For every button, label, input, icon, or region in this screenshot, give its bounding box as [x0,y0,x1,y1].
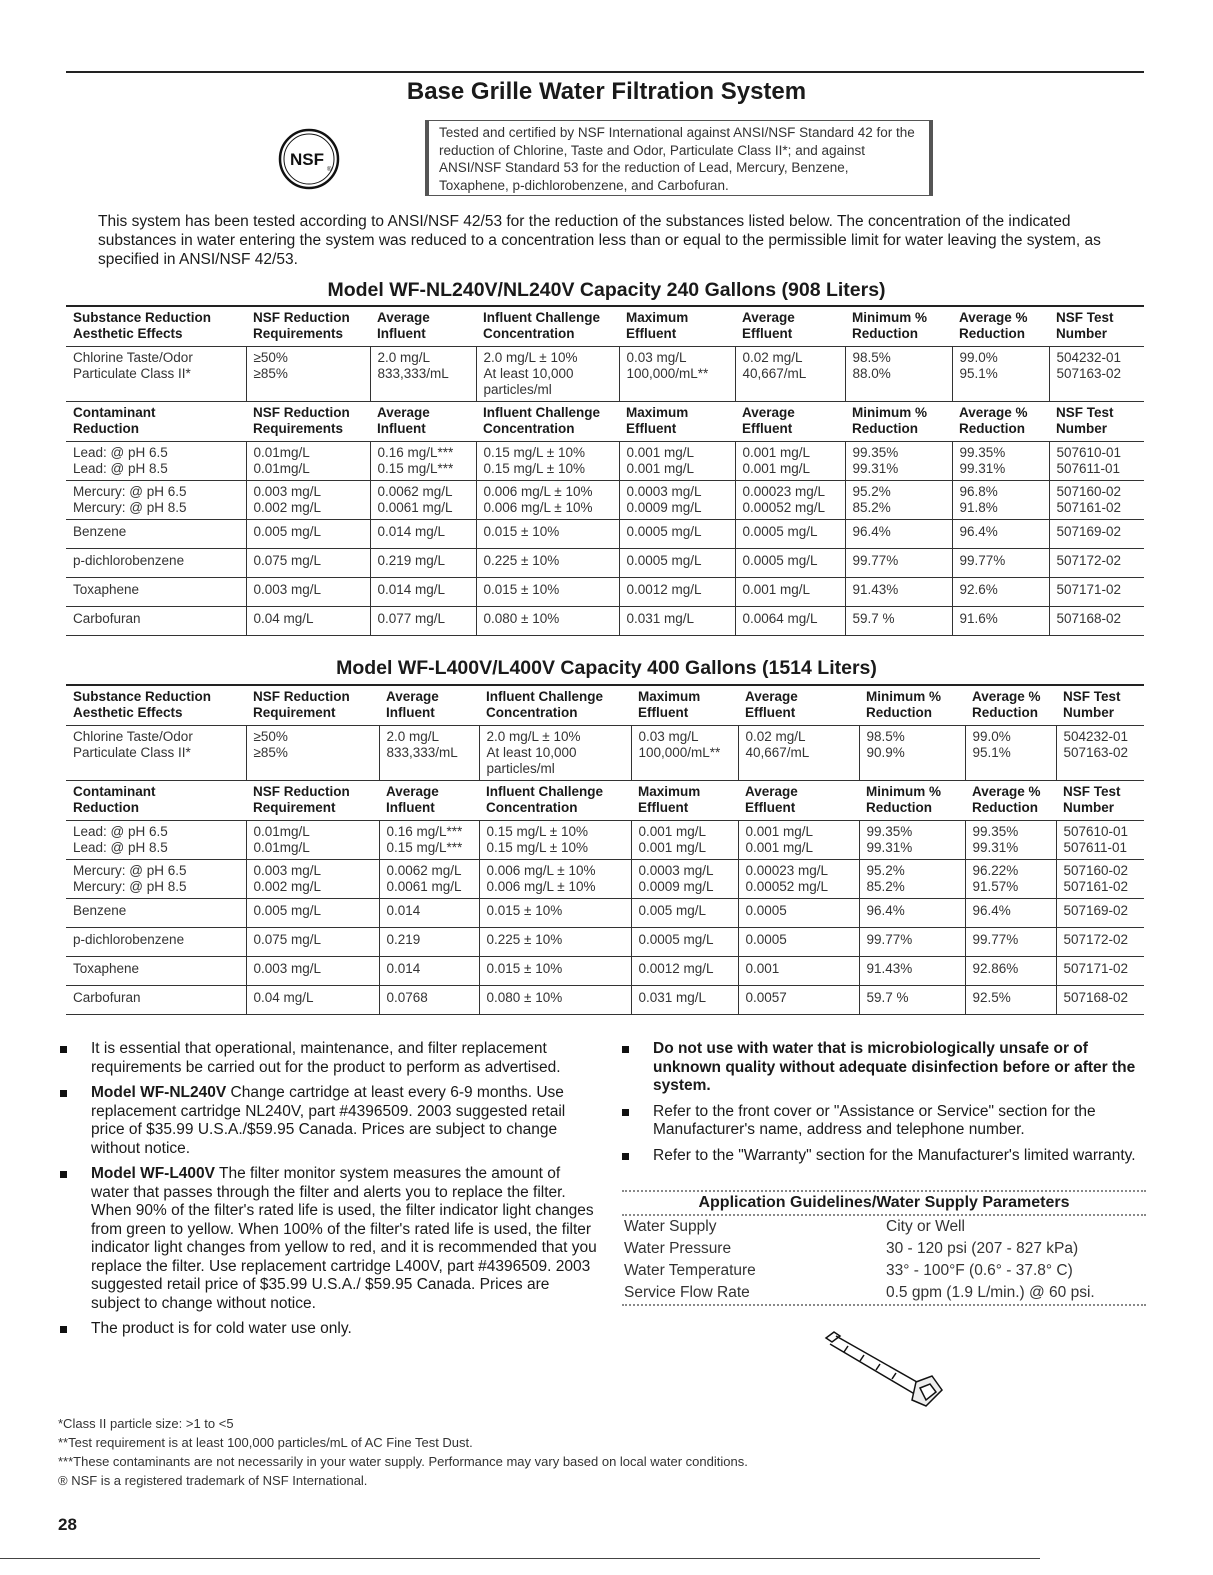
data-row-contaminant-cell: Lead: @ pH 6.5 Lead: @ pH 8.5 [66,821,246,860]
header-row-aesthetic-cell: Average Influent [379,685,479,726]
header-row-contaminant [66,402,1144,442]
data-row-contaminant-cell: 507169-02 [1056,899,1144,928]
header-row-aesthetic-cell: Maximum Effluent [631,685,738,726]
data-row-contaminant [66,442,1144,481]
page-title: Base Grille Water Filtration System [406,78,807,105]
data-row-contaminant [66,986,1144,1015]
header-row-contaminant-cell: Average Effluent [738,781,859,821]
footnote-trademark: ® NSF is a registered trademark of NSF International. [58,1473,368,1488]
data-row-aesthetic-cell: ≥50% ≥85% [246,726,379,781]
data-row-contaminant-cell: 59.7 % [859,986,965,1015]
header-row-contaminant-cell: Average Influent [370,402,476,442]
data-row-contaminant-cell: 507168-02 [1056,986,1144,1015]
data-row-contaminant-cell: 91.6% [952,607,1049,636]
application-rows [622,1216,1146,1306]
header-row-aesthetic-cell: NSF Test Number [1049,306,1144,347]
data-row-contaminant-cell: 507171-02 [1049,578,1144,607]
app-value: 33° - 100°F (0.6° - 37.8° C) [886,1262,1073,1279]
data-row-contaminant-cell: 0.005 mg/L [246,520,370,549]
header-row-aesthetic-cell: Minimum % Reduction [859,685,965,726]
bullet-front-cover: Refer to the front cover or "Assistance or Service" section for the Manufacturer's name, address and telephone number. [620,1103,1145,1140]
data-row-aesthetic-cell: 504232-01 507163-02 [1056,726,1144,781]
certification-box: Tested and certified by NSF International against ANSI/NSF Standard 42 for the reduction of Chlorine, Taste and Odor, Particulate Class II*; and against ANSI/NSF Standard 53 for the reduction of Lead, Mercury, Benzene, Toxaphene, p-dichlorobenzene, and Carbofuran. [425,120,933,196]
bullet-l400v [58,1165,598,1313]
data-row-contaminant-cell: 0.0003 mg/L 0.0009 mg/L [619,481,735,520]
data-row-contaminant-cell: 0.0005 mg/L [735,549,845,578]
header-row-aesthetic-cell: Influent Challenge Concentration [479,685,631,726]
app-row-water-temperature [622,1260,1146,1282]
header-row-contaminant-cell: Average % Reduction [965,781,1056,821]
bullet-nl240v [58,1084,598,1158]
data-row-contaminant-cell: 0.01mg/L 0.01mg/L [246,442,370,481]
app-row-service-flow [622,1282,1146,1304]
data-row-aesthetic-cell: 0.03 mg/L 100,000/mL** [631,726,738,781]
data-row-contaminant-cell: 0.15 mg/L ± 10% 0.15 mg/L ± 10% [479,821,631,860]
data-row-contaminant-cell: 0.0005 [738,899,859,928]
data-row-contaminant-cell: 0.225 ± 10% [476,549,619,578]
data-row-contaminant [66,607,1144,636]
data-row-contaminant-cell: 96.4% [859,899,965,928]
app-value: City or Well [886,1218,965,1235]
bullet-nl240v-label: Model WF-NL240V [91,1084,227,1101]
data-row-contaminant-cell: 507169-02 [1049,520,1144,549]
data-row-contaminant-cell: p-dichlorobenzene [66,928,246,957]
data-row-contaminant-cell: 99.77% [859,928,965,957]
data-row-contaminant-cell: 0.0003 mg/L 0.0009 mg/L [631,860,738,899]
data-row-contaminant [66,957,1144,986]
footnote-contaminants: ***These contaminants are not necessarily in your water supply. Performance may vary based on local water conditions. [58,1454,748,1469]
data-row-contaminant-cell: 0.0005 mg/L [735,520,845,549]
data-row-aesthetic-cell: 99.0% 95.1% [952,347,1049,402]
app-row-water-supply [622,1216,1146,1238]
app-key: Service Flow Rate [624,1284,750,1301]
data-row-contaminant-cell: 99.35% 99.31% [859,821,965,860]
data-row-contaminant-cell: Toxaphene [66,957,246,986]
app-key: Water Supply [624,1218,717,1235]
data-row-contaminant-cell: 0.0062 mg/L 0.0061 mg/L [370,481,476,520]
data-row-contaminant-cell: 0.003 mg/L [246,578,370,607]
data-row-contaminant-cell: 0.075 mg/L [246,928,379,957]
data-row-contaminant-cell: 507168-02 [1049,607,1144,636]
footnote-class-ii: *Class II particle size: >1 to <5 [58,1416,234,1431]
data-row-contaminant-cell: 0.225 ± 10% [479,928,631,957]
data-row-contaminant-cell: 0.0012 mg/L [619,578,735,607]
data-row-contaminant-cell: 99.35% 99.31% [845,442,952,481]
data-row-contaminant-cell: 0.0005 mg/L [619,549,735,578]
data-row-contaminant-cell: 0.0057 [738,986,859,1015]
data-row-contaminant-cell: 507172-02 [1056,928,1144,957]
data-row-contaminant-cell: 99.77% [952,549,1049,578]
header-row-contaminant-cell: Influent Challenge Concentration [476,402,619,442]
data-row-contaminant-cell: 0.077 mg/L [370,607,476,636]
data-row-contaminant-cell: 0.080 ± 10% [476,607,619,636]
data-row-contaminant-cell: 96.8% 91.8% [952,481,1049,520]
filter-cartridge-icon [820,1328,946,1410]
data-row-contaminant-cell: 0.0005 [738,928,859,957]
data-row-aesthetic-cell: 2.0 mg/L ± 10% At least 10,000 particles/ml [476,347,619,402]
header-row-aesthetic-cell: NSF Reduction Requirements [246,306,370,347]
data-row-contaminant-cell: 0.16 mg/L*** 0.15 mg/L*** [370,442,476,481]
data-row-contaminant [66,928,1144,957]
header-row-contaminant-cell: Influent Challenge Concentration [479,781,631,821]
data-row-contaminant-cell: 0.080 ± 10% [479,986,631,1015]
data-row-aesthetic-cell: 98.5% 88.0% [845,347,952,402]
header-row-aesthetic [66,685,1144,726]
data-row-contaminant-cell: 0.15 mg/L ± 10% 0.15 mg/L ± 10% [476,442,619,481]
data-row-contaminant-cell: 0.031 mg/L [631,986,738,1015]
data-row-aesthetic-cell: 0.02 mg/L 40,667/mL [735,347,845,402]
header-row-aesthetic-cell: Average % Reduction [952,306,1049,347]
bullet-warning: Do not use with water that is microbiologically unsafe or of unknown quality without adequate disinfection before or after the system. [620,1040,1145,1096]
data-row-aesthetic-cell: 0.02 mg/L 40,667/mL [738,726,859,781]
data-row-contaminant-cell: 96.4% [965,899,1056,928]
data-row-contaminant-cell: 0.005 mg/L [246,899,379,928]
page-number: 28 [58,1515,77,1534]
data-row-contaminant-cell: 0.04 mg/L [246,607,370,636]
data-row-contaminant-cell: 0.16 mg/L*** 0.15 mg/L*** [379,821,479,860]
header-row-aesthetic-cell: Maximum Effluent [619,306,735,347]
data-row-aesthetic-cell: Chlorine Taste/Odor Particulate Class II* [66,347,246,402]
header-row-aesthetic-cell: Influent Challenge Concentration [476,306,619,347]
data-row-contaminant-cell: 0.003 mg/L [246,957,379,986]
data-row-contaminant-cell: Benzene [66,899,246,928]
data-row-contaminant-cell: 0.014 [379,957,479,986]
data-row-contaminant-cell: 0.219 mg/L [370,549,476,578]
header-row-aesthetic-cell: Average Effluent [735,306,845,347]
header-row-contaminant-cell: NSF Reduction Requirement [246,781,379,821]
header-row-contaminant-cell: Minimum % Reduction [859,781,965,821]
svg-text:®: ® [327,167,332,173]
data-row-contaminant-cell: 92.6% [952,578,1049,607]
data-row-contaminant-cell: 507610-01 507611-01 [1049,442,1144,481]
header-row-aesthetic-cell: Substance Reduction Aesthetic Effects [66,306,246,347]
data-row-contaminant-cell: 0.015 ± 10% [479,957,631,986]
nsf-logo-icon [278,128,340,190]
header-row-contaminant-cell: Average Effluent [735,402,845,442]
data-row-aesthetic [66,347,1144,402]
data-row-contaminant-cell: 0.001 mg/L 0.001 mg/L [619,442,735,481]
app-key: Water Temperature [624,1262,756,1279]
header-row-contaminant-cell: NSF Test Number [1049,402,1144,442]
app-key: Water Pressure [624,1240,732,1257]
data-row-contaminant-cell: 0.0768 [379,986,479,1015]
bullet-warranty: Refer to the "Warranty" section for the Manufacturer's limited warranty. [620,1147,1145,1166]
data-row-contaminant-cell: 0.075 mg/L [246,549,370,578]
header-row-contaminant-cell: Average Influent [379,781,479,821]
data-row-contaminant-cell: 95.2% 85.2% [845,481,952,520]
data-row-contaminant-cell: 0.003 mg/L 0.002 mg/L [246,481,370,520]
data-row-contaminant [66,481,1144,520]
data-row-contaminant-cell: 507171-02 [1056,957,1144,986]
intro-paragraph: This system has been tested according to ANSI/NSF 42/53 for the reduction of the substances listed below. The concentration of the indicated substances in water entering the system was reduced to a concentration less than or equal to the permissible limit for water leaving the system, as specified in ANSI/NSF 42/53. [98,213,1101,268]
data-row-contaminant-cell: 91.43% [845,578,952,607]
application-guidelines [622,1190,1146,1306]
header-row-contaminant-cell: Maximum Effluent [631,781,738,821]
header-row-aesthetic-cell: NSF Test Number [1056,685,1144,726]
data-row-contaminant-cell: 0.015 ± 10% [479,899,631,928]
data-row-contaminant-cell: 99.77% [965,928,1056,957]
data-row-contaminant-cell: Toxaphene [66,578,246,607]
data-row-aesthetic-cell: 2.0 mg/L 833,333/mL [379,726,479,781]
data-row-contaminant-cell: 0.00023 mg/L 0.00052 mg/L [738,860,859,899]
header-row-aesthetic-cell: Average % Reduction [965,685,1056,726]
data-row-contaminant-cell: 99.35% 99.31% [965,821,1056,860]
header-row-aesthetic-cell: NSF Reduction Requirement [246,685,379,726]
nsf-logo-text: NSF [290,150,324,169]
app-value: 30 - 120 psi (207 - 827 kPa) [886,1240,1079,1257]
data-row-contaminant-cell: 0.006 mg/L ± 10% 0.006 mg/L ± 10% [476,481,619,520]
data-row-aesthetic-cell: ≥50% ≥85% [246,347,370,402]
data-row-contaminant-cell: 0.014 mg/L [370,520,476,549]
data-row-contaminant-cell: 0.0064 mg/L [735,607,845,636]
data-row-contaminant-cell: Benzene [66,520,246,549]
data-row-aesthetic-cell: 2.0 mg/L ± 10% At least 10,000 particles/ml [479,726,631,781]
data-row-contaminant-cell: 0.001 mg/L 0.001 mg/L [738,821,859,860]
application-title: Application Guidelines/Water Supply Parameters [622,1190,1146,1216]
bottom-rule [0,1558,1040,1559]
header-row-contaminant-cell: Contaminant Reduction [66,402,246,442]
header-row-aesthetic-cell: Average Influent [370,306,476,347]
footnote-test-dust: **Test requirement is at least 100,000 particles/mL of AC Fine Test Dust. [58,1435,473,1450]
top-rule [66,71,1144,73]
data-row-contaminant-cell: 0.001 mg/L [735,578,845,607]
data-row-contaminant-cell: 507160-02 507161-02 [1049,481,1144,520]
right-bullet-list [620,1040,1145,1172]
data-row-contaminant-cell: 0.001 [738,957,859,986]
data-row-contaminant [66,899,1144,928]
data-row-contaminant-cell: 0.0012 mg/L [631,957,738,986]
data-row-contaminant-cell: 96.22% 91.57% [965,860,1056,899]
header-row-contaminant-cell: NSF Reduction Requirements [246,402,370,442]
data-row-contaminant [66,520,1144,549]
data-row-contaminant-cell: 91.43% [859,957,965,986]
data-row-contaminant-cell: 0.001 mg/L 0.001 mg/L [735,442,845,481]
data-row-contaminant-cell: Carbofuran [66,986,246,1015]
data-row-contaminant [66,860,1144,899]
data-row-contaminant-cell: 0.006 mg/L ± 10% 0.006 mg/L ± 10% [479,860,631,899]
table2-spec-table [66,684,1144,1015]
table1-spec-table [66,305,1144,636]
header-row-contaminant-cell: Contaminant Reduction [66,781,246,821]
data-row-contaminant-cell: 59.7 % [845,607,952,636]
data-row-contaminant-cell: 507610-01 507611-01 [1056,821,1144,860]
data-row-contaminant-cell: Lead: @ pH 6.5 Lead: @ pH 8.5 [66,442,246,481]
data-row-contaminant-cell: 507172-02 [1049,549,1144,578]
bullet-cold-water: The product is for cold water use only. [58,1320,598,1339]
data-row-aesthetic-cell: Chlorine Taste/Odor Particulate Class II* [66,726,246,781]
data-row-aesthetic [66,726,1144,781]
data-row-contaminant-cell: 0.014 mg/L [370,578,476,607]
data-row-aesthetic-cell: 0.03 mg/L 100,000/mL** [619,347,735,402]
data-row-contaminant-cell: Mercury: @ pH 6.5 Mercury: @ pH 8.5 [66,481,246,520]
header-row-aesthetic-cell: Minimum % Reduction [845,306,952,347]
bullet-l400v-label: Model WF-L400V [91,1165,216,1182]
data-row-aesthetic-cell: 2.0 mg/L 833,333/mL [370,347,476,402]
data-row-contaminant-cell: 99.77% [845,549,952,578]
data-row-contaminant-cell: 0.219 [379,928,479,957]
data-row-contaminant-cell: 0.0062 mg/L 0.0061 mg/L [379,860,479,899]
bullet-nl240v-text: Change cartridge at least every 6-9 months. Use replacement cartridge NL240V, part #4396509. 2003 suggested retail price of $35.99 U.S.A./$59.95 Canada. Prices are subject to change without notice. [91,1084,566,1157]
data-row-contaminant-cell: 92.86% [965,957,1056,986]
bullet-l400v-text: The filter monitor system measures the amount of water that passes through the filter and alerts you to replace the filter. When 90% of the filter's rated life is used, the filter indicator light changes from green to yellow. When 100% of the filter's rated life is used, the filter indicator light changes from yellow to red, and it is recommended that you replace the filter. Use replacement cartridge L400V, part #4396509. 2003 suggested retail price of $35.99 U.S.A./ $59.95 Canada. Prices are subject to change without notice. [91,1165,597,1312]
data-row-contaminant [66,549,1144,578]
header-row-contaminant-cell: Maximum Effluent [619,402,735,442]
data-row-contaminant-cell: 0.031 mg/L [619,607,735,636]
data-row-aesthetic-cell: 99.0% 95.1% [965,726,1056,781]
header-row-contaminant [66,781,1144,821]
data-row-aesthetic-cell: 98.5% 90.9% [859,726,965,781]
data-row-contaminant [66,578,1144,607]
data-row-contaminant-cell: 0.015 ± 10% [476,520,619,549]
data-row-contaminant-cell: 0.003 mg/L 0.002 mg/L [246,860,379,899]
header-row-contaminant-cell: Minimum % Reduction [845,402,952,442]
bullet-maintenance: It is essential that operational, maintenance, and filter replacement requirements be carried out for the product to perform as advertised. [58,1040,598,1077]
table2-title: Model WF-L400V/L400V Capacity 400 Gallons (1514 Liters) [336,657,877,679]
data-row-aesthetic-cell: 504232-01 507163-02 [1049,347,1144,402]
data-row-contaminant-cell: 0.0005 mg/L [619,520,735,549]
data-row-contaminant-cell: 0.0005 mg/L [631,928,738,957]
app-value: 0.5 gpm (1.9 L/min.) @ 60 psi. [886,1284,1095,1301]
data-row-contaminant-cell: 0.04 mg/L [246,986,379,1015]
data-row-contaminant-cell: 0.00023 mg/L 0.00052 mg/L [735,481,845,520]
data-row-contaminant-cell: 96.4% [952,520,1049,549]
table1-title: Model WF-NL240V/NL240V Capacity 240 Gallons (908 Liters) [327,279,886,301]
data-row-contaminant-cell: 96.4% [845,520,952,549]
app-row-water-pressure [622,1238,1146,1260]
data-row-contaminant-cell: 0.01mg/L 0.01mg/L [246,821,379,860]
footnotes [58,1414,748,1490]
data-row-contaminant-cell: 0.015 ± 10% [476,578,619,607]
header-row-aesthetic [66,306,1144,347]
data-row-contaminant-cell: 95.2% 85.2% [859,860,965,899]
data-row-contaminant-cell: 0.014 [379,899,479,928]
left-bullet-list [58,1040,598,1346]
header-row-aesthetic-cell: Substance Reduction Aesthetic Effects [66,685,246,726]
data-row-contaminant-cell: Carbofuran [66,607,246,636]
data-row-contaminant-cell: 99.35% 99.31% [952,442,1049,481]
data-row-contaminant-cell: 92.5% [965,986,1056,1015]
header-row-contaminant-cell: Average % Reduction [952,402,1049,442]
data-row-contaminant [66,821,1144,860]
data-row-contaminant-cell: 0.001 mg/L 0.001 mg/L [631,821,738,860]
header-row-aesthetic-cell: Average Effluent [738,685,859,726]
data-row-contaminant-cell: 0.005 mg/L [631,899,738,928]
header-row-contaminant-cell: NSF Test Number [1056,781,1144,821]
data-row-contaminant-cell: Mercury: @ pH 6.5 Mercury: @ pH 8.5 [66,860,246,899]
data-row-contaminant-cell: p-dichlorobenzene [66,549,246,578]
data-row-contaminant-cell: 507160-02 507161-02 [1056,860,1144,899]
